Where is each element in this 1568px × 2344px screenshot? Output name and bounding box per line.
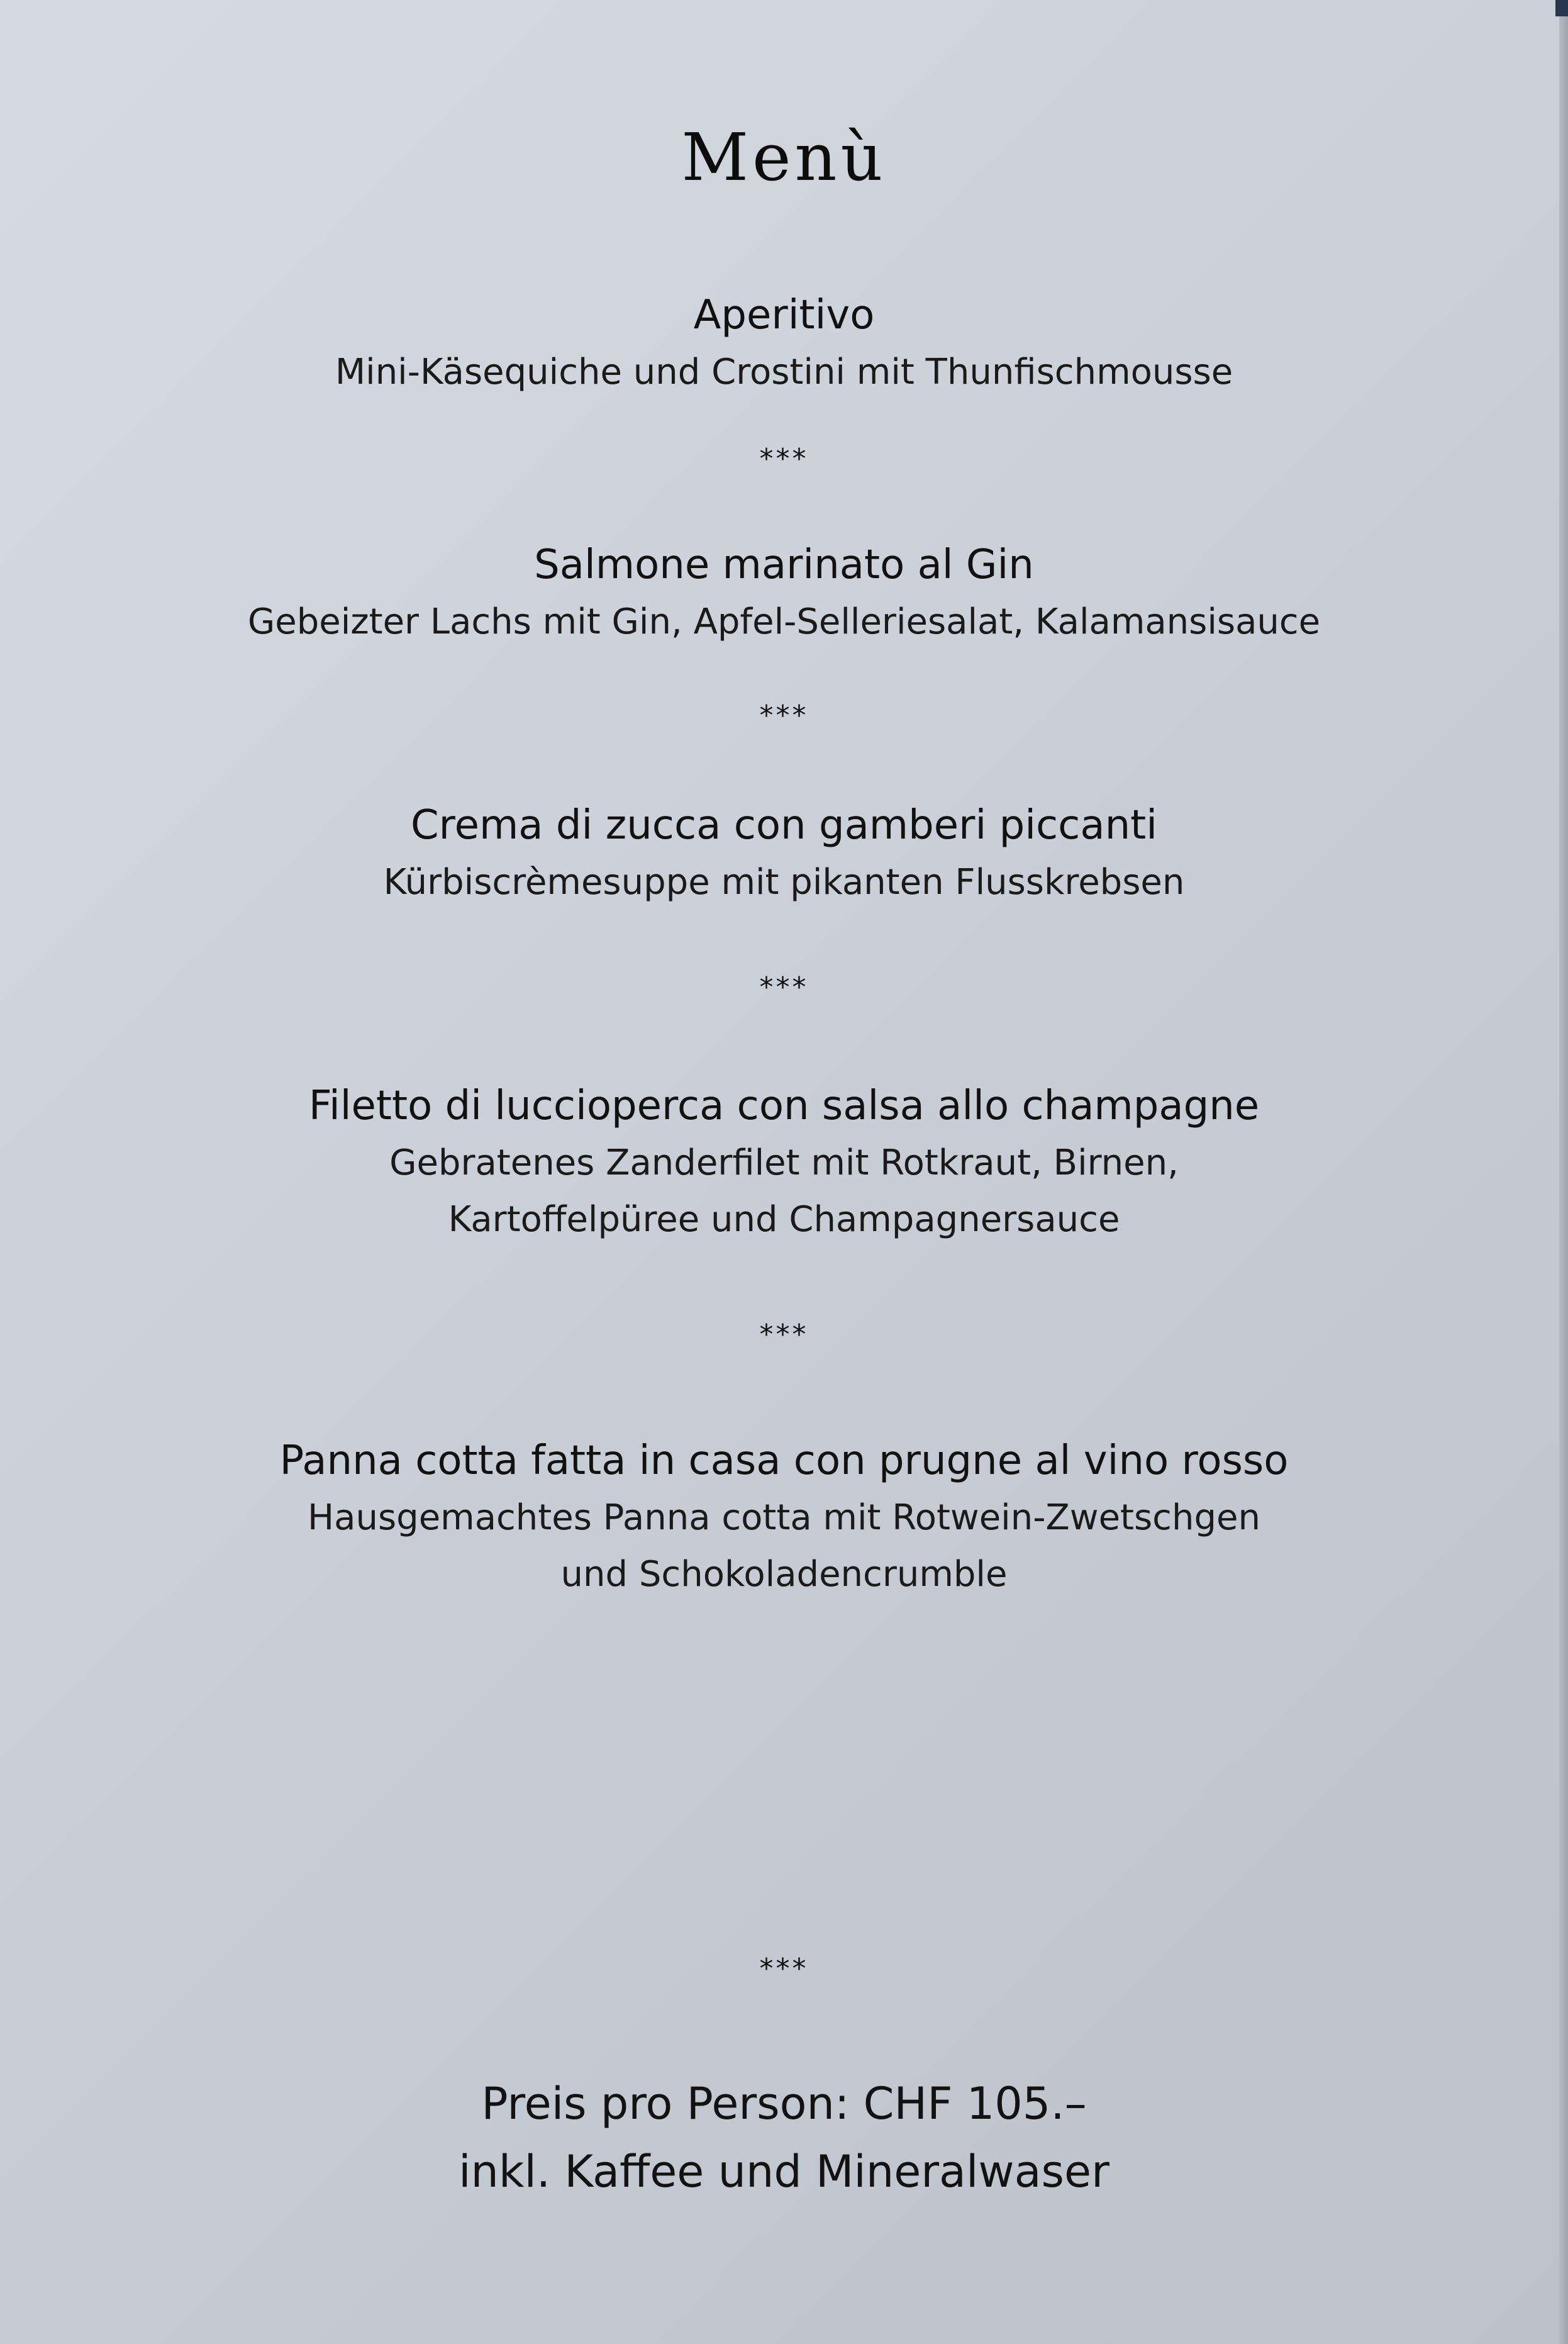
course-description: Hausgemachtes Panna cotta mit Rotwein-Zwetschgen [308, 1497, 1260, 1538]
course-description: und Schokoladencrumble [560, 1554, 1008, 1595]
course-separator: *** [759, 443, 809, 475]
course-crema [0, 796, 1568, 911]
price-note: inkl. Kaffee und Mineralwaser [459, 2146, 1109, 2197]
course-panna-cotta [0, 1432, 1568, 1603]
course-salmone [0, 536, 1568, 650]
menu-title: Menù [681, 119, 887, 196]
course-description: Gebeizter Lachs mit Gin, Apfel-Selleriesalat, Kalamansisauce [247, 601, 1321, 642]
course-name: Aperitivo [693, 292, 875, 338]
course-description: Kartoffelpüree und Champagnersauce [448, 1199, 1120, 1240]
course-description: Kürbiscrèmesuppe mit pikanten Flusskrebsen [383, 862, 1185, 903]
course-aperitivo [0, 286, 1568, 401]
price-info [0, 2070, 1568, 2206]
course-separator: *** [759, 1953, 809, 1985]
course-filetto [0, 1077, 1568, 1248]
course-name: Crema di zucca con gamberi piccanti [410, 802, 1158, 849]
course-separator: *** [759, 971, 809, 1003]
course-separator: *** [759, 1319, 809, 1351]
price-line: Preis pro Person: CHF 105.– [481, 2078, 1087, 2129]
course-name: Filetto di luccioperca con salsa allo champagne [308, 1083, 1260, 1129]
course-name: Salmone marinato al Gin [534, 542, 1034, 588]
course-description: Gebratenes Zanderfilet mit Rotkraut, Birnen, [389, 1142, 1179, 1183]
course-description: Mini-Käsequiche und Crostini mit Thunfischmousse [335, 352, 1233, 393]
course-separator: *** [759, 700, 809, 732]
course-name: Panna cotta fatta in casa con prugne al vino rosso [279, 1437, 1289, 1484]
